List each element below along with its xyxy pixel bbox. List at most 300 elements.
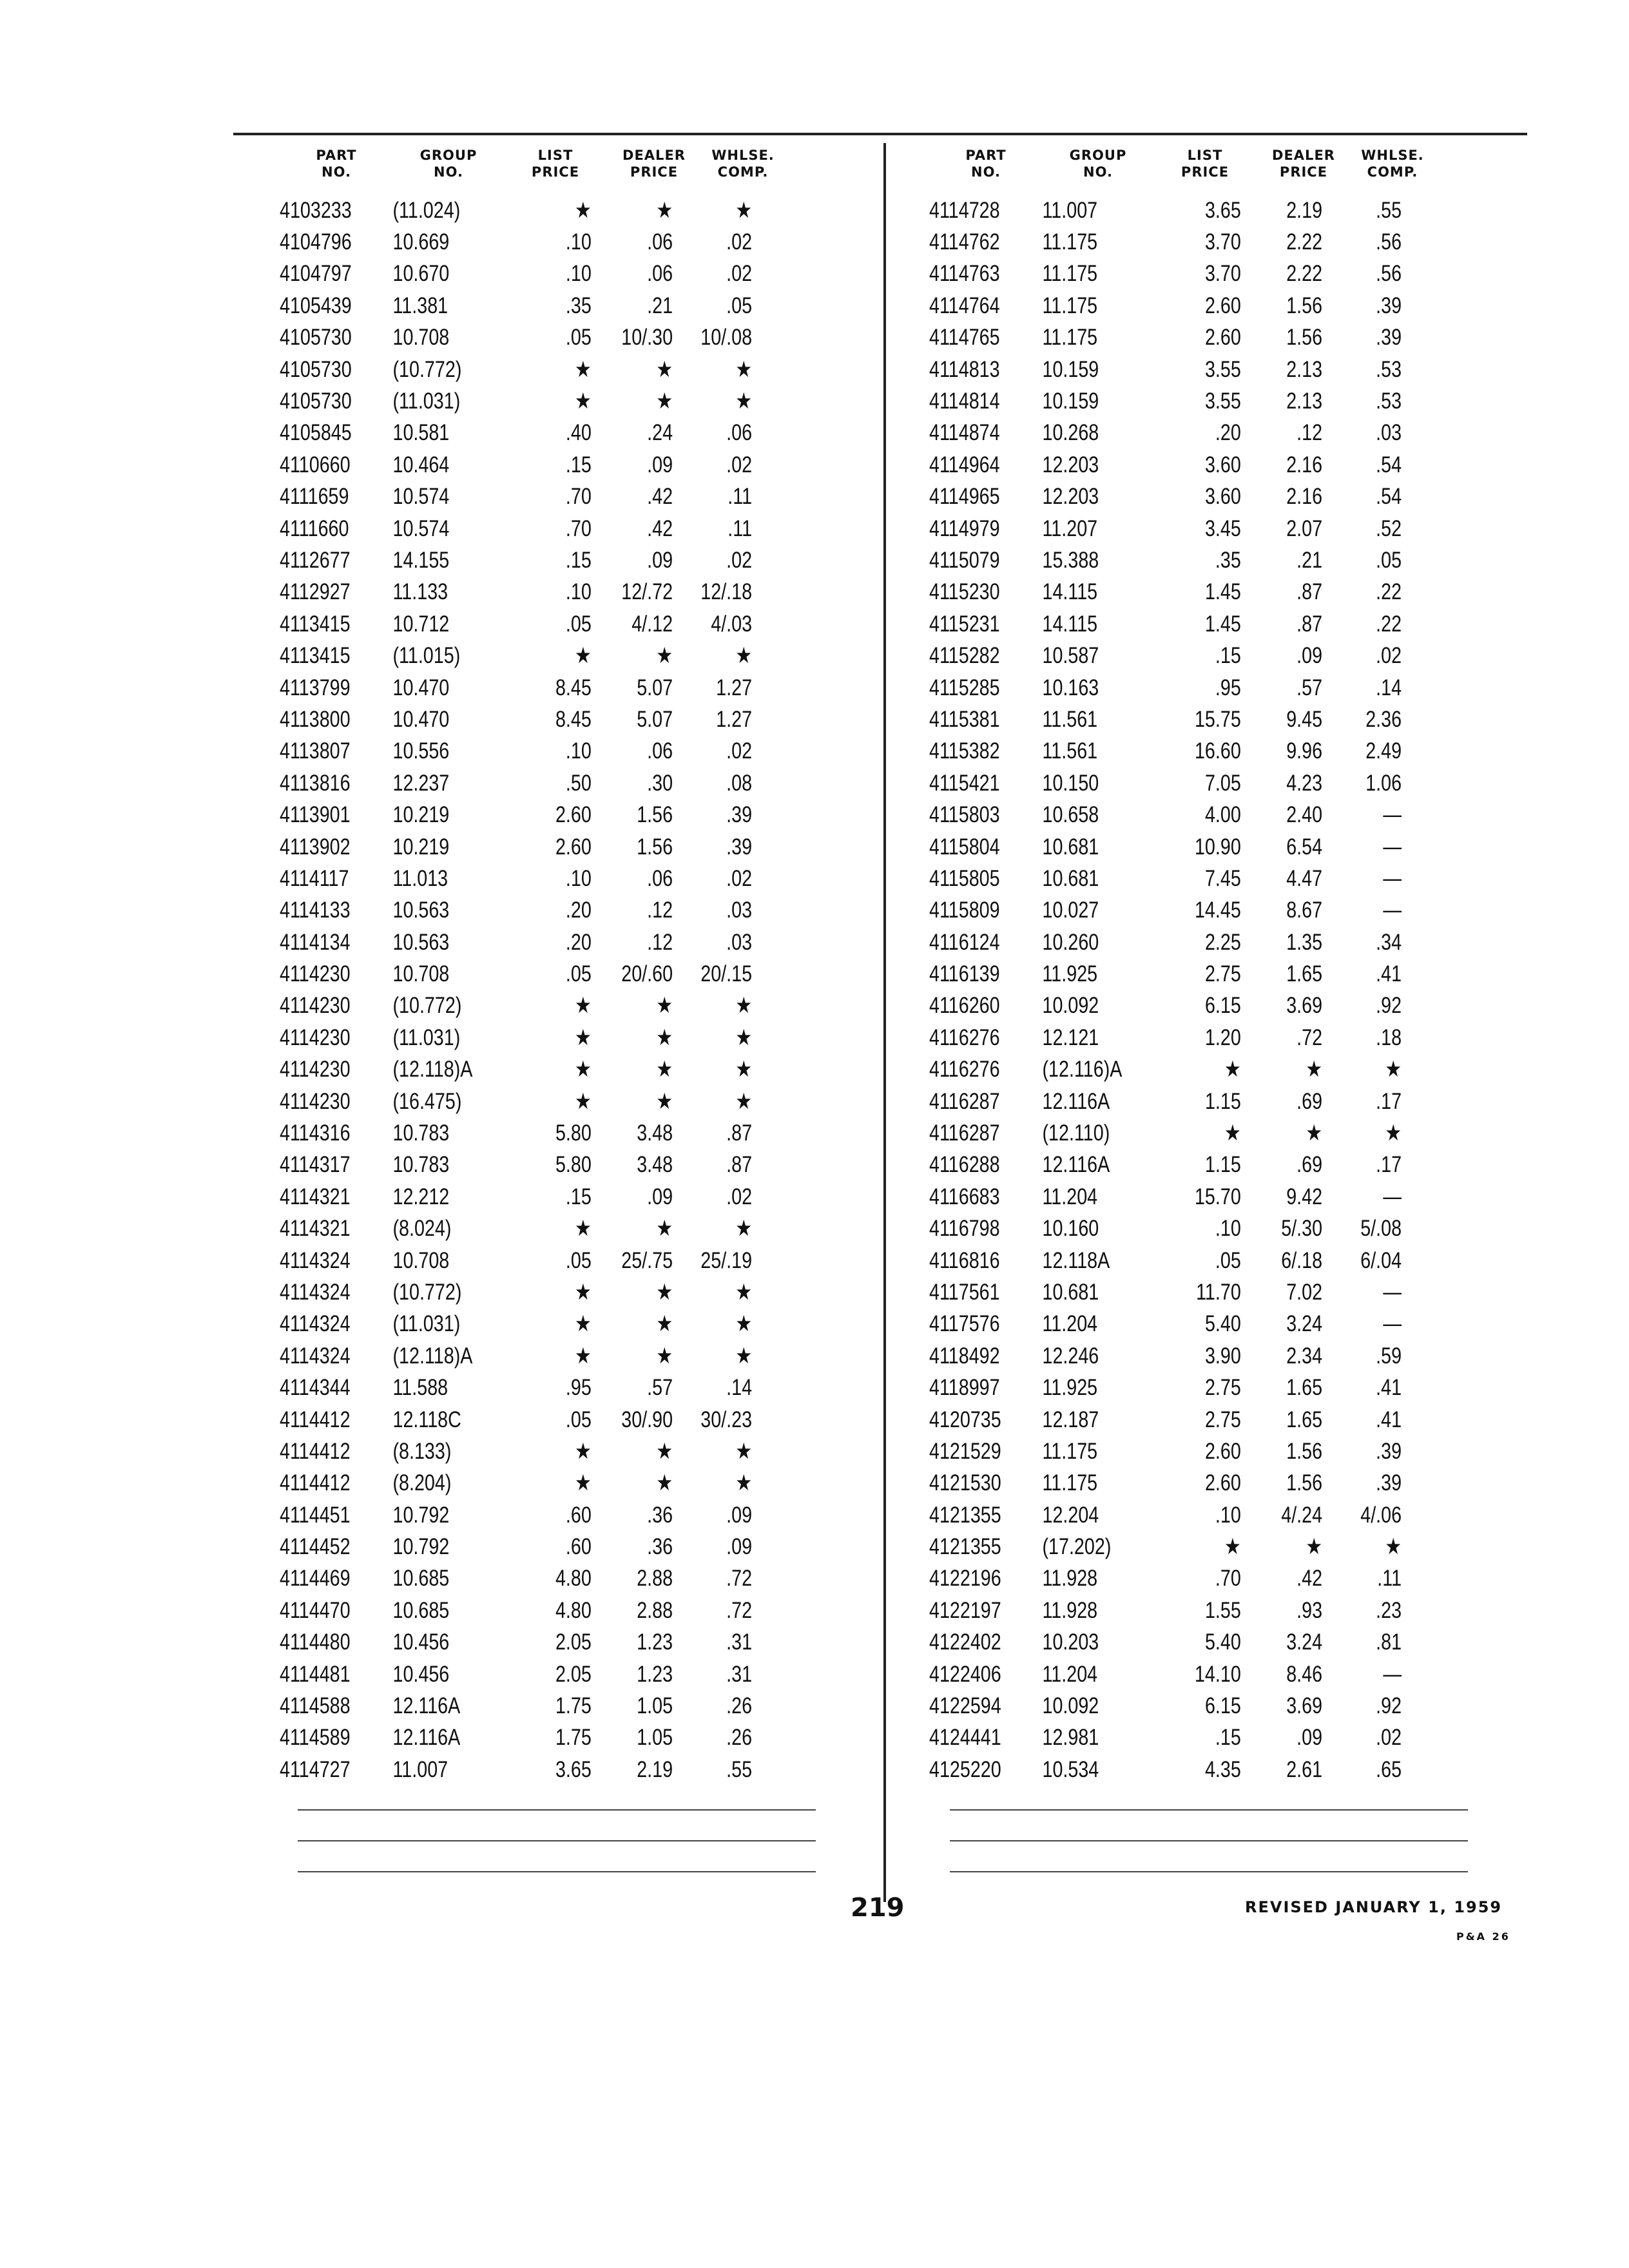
list-price-cell: .35 xyxy=(565,293,592,318)
part-no-cell: 4105730 xyxy=(280,389,352,414)
table-row xyxy=(280,226,752,258)
part-no-cell: 4114321 xyxy=(280,1184,351,1209)
dealer-price-cell: .09 xyxy=(647,1184,673,1209)
list-price-cell: .95 xyxy=(1215,675,1241,700)
list-price-cell: .05 xyxy=(565,1247,592,1273)
group-no-cell: 11.204 xyxy=(1042,1184,1098,1209)
dealer-price-cell: .21 xyxy=(647,293,673,318)
list-price-cell: .20 xyxy=(565,898,592,923)
list-price-cell: .15 xyxy=(1215,643,1241,669)
list-price-cell: 2.75 xyxy=(1204,1407,1241,1432)
whlse-comp-cell: .11 xyxy=(728,484,753,510)
group-no-cell: 10.563 xyxy=(392,898,450,923)
group-no-cell: 10.268 xyxy=(1042,420,1099,446)
group-no-cell: 10.792 xyxy=(392,1502,450,1528)
group-no-cell: 10.203 xyxy=(1042,1629,1099,1655)
whlse-comp-cell: ★ xyxy=(735,197,753,223)
whlse-comp-cell: .05 xyxy=(726,293,753,318)
part-no-cell: 4115282 xyxy=(929,643,1000,669)
whlse-comp-cell: 1.06 xyxy=(1365,770,1402,796)
group-no-cell: 12.246 xyxy=(1042,1343,1099,1369)
list-price-cell: 2.05 xyxy=(555,1629,592,1655)
group-no-cell: 10.219 xyxy=(392,802,450,828)
part-no-cell: 4115809 xyxy=(929,898,1000,923)
group-no-cell: 10.092 xyxy=(1042,1693,1099,1719)
dealer-price-cell: 5.07 xyxy=(637,675,673,700)
part-no-cell: 4116816 xyxy=(929,1247,1000,1273)
dealer-price-cell: 2.16 xyxy=(1286,452,1323,477)
whlse-comp-cell: ★ xyxy=(735,993,753,1019)
table-row xyxy=(280,1690,752,1722)
dealer-price-cell: .69 xyxy=(1296,1088,1323,1114)
list-price-cell: .40 xyxy=(565,420,592,446)
list-price-cell: .05 xyxy=(565,325,592,351)
whlse-comp-cell: ★ xyxy=(735,1438,753,1464)
left-price-table xyxy=(280,147,856,1786)
table-row xyxy=(280,322,752,354)
whlse-comp-cell: .87 xyxy=(726,1152,753,1178)
group-no-cell: 11.381 xyxy=(392,293,448,318)
whlse-comp-cell: .39 xyxy=(1376,293,1402,318)
part-no-cell: 4114979 xyxy=(929,515,1000,541)
table-row xyxy=(280,640,752,671)
list-price-cell: .10 xyxy=(1215,1216,1241,1242)
dealer-price-cell: 5/.30 xyxy=(1281,1216,1323,1242)
whlse-comp-cell: 10/.08 xyxy=(700,325,753,351)
table-row xyxy=(929,1468,1402,1499)
table-row xyxy=(280,290,752,322)
list-price-cell: .15 xyxy=(565,1184,592,1209)
whlse-comp-cell: — xyxy=(1383,1661,1402,1687)
whlse-comp-cell: — xyxy=(1383,802,1402,828)
whlse-comp-cell: .55 xyxy=(1376,197,1402,223)
dealer-price-cell: ★ xyxy=(656,1088,673,1114)
group-no-cell: 10.470 xyxy=(392,675,450,700)
list-price-cell: .10 xyxy=(565,865,592,891)
table-row xyxy=(280,990,752,1022)
whlse-comp-cell: .39 xyxy=(726,834,753,860)
dealer-price-cell: 1.05 xyxy=(637,1725,673,1751)
group-no-cell: 10.792 xyxy=(392,1534,450,1560)
list-price-cell: .95 xyxy=(565,1375,592,1401)
whlse-comp-cell: .56 xyxy=(1376,229,1402,255)
whlse-comp-cell: 30/.23 xyxy=(700,1407,753,1432)
part-no-cell: 4114344 xyxy=(280,1375,351,1401)
table-row xyxy=(280,1499,752,1531)
table-row xyxy=(929,258,1402,290)
part-no-cell: 4116124 xyxy=(929,929,1000,955)
whlse-comp-cell: ★ xyxy=(735,643,753,669)
table-row xyxy=(280,958,752,990)
dealer-price-cell: 30/.90 xyxy=(621,1407,673,1432)
whlse-comp-cell: .02 xyxy=(726,1184,753,1209)
whlse-comp-cell: .26 xyxy=(726,1693,753,1719)
dealer-price-cell: 4/.12 xyxy=(631,611,673,637)
group-no-cell: 10.685 xyxy=(392,1597,450,1623)
whlse-comp-cell: .08 xyxy=(726,770,753,796)
dealer-price-cell: .06 xyxy=(647,865,673,891)
dealer-price-cell: 3.24 xyxy=(1286,1629,1323,1655)
list-price-cell: 7.05 xyxy=(1204,770,1241,796)
list-price-cell: 1.45 xyxy=(1204,579,1241,605)
whlse-comp-cell: .54 xyxy=(1376,452,1402,477)
table-row xyxy=(280,1754,752,1785)
list-price-cell: ★ xyxy=(575,1311,592,1337)
dealer-price-cell: ★ xyxy=(656,1279,673,1305)
whlse-comp-cell: 2.36 xyxy=(1365,706,1402,732)
part-no-cell: 4114480 xyxy=(280,1629,351,1655)
dealer-price-cell: .12 xyxy=(647,929,673,955)
part-no-cell: 4116287 xyxy=(929,1088,1000,1114)
part-no-cell: 4114814 xyxy=(929,389,1000,414)
list-price-cell: ★ xyxy=(575,356,592,382)
dealer-price-cell: 1.56 xyxy=(637,802,673,828)
list-price-cell: ★ xyxy=(575,1057,592,1082)
dealer-price-cell: 2.40 xyxy=(1286,802,1323,828)
whlse-comp-cell: .53 xyxy=(1376,356,1402,382)
dealer-price-cell: 2.22 xyxy=(1286,261,1323,287)
table-row xyxy=(929,449,1402,481)
dealer-price-cell: 2.16 xyxy=(1286,484,1323,510)
list-price-cell: 5.40 xyxy=(1204,1311,1241,1337)
table-row xyxy=(929,1499,1402,1531)
whlse-comp-cell: .39 xyxy=(1376,325,1402,351)
group-no-cell: 11.133 xyxy=(392,579,448,605)
dealer-price-cell: 8.46 xyxy=(1286,1661,1323,1687)
list-price-cell: 2.60 xyxy=(1204,293,1241,318)
part-no-cell: 4114452 xyxy=(280,1534,351,1560)
part-no-cell: 4121530 xyxy=(929,1470,1001,1496)
whlse-comp-cell: — xyxy=(1383,1279,1402,1305)
list-price-cell: 3.45 xyxy=(1204,515,1241,541)
list-price-cell: 1.15 xyxy=(1204,1152,1241,1178)
group-no-cell: 10.556 xyxy=(392,738,450,764)
group-no-cell: (12.118)A xyxy=(392,1057,473,1082)
table-row xyxy=(929,608,1402,640)
dealer-price-cell: .72 xyxy=(1296,1024,1323,1050)
part-no-cell: 4117561 xyxy=(929,1279,1000,1305)
group-no-cell: 10.027 xyxy=(1042,898,1099,923)
table-row xyxy=(929,1754,1402,1785)
part-no-cell: 4114964 xyxy=(929,452,1000,477)
whlse-comp-cell: .26 xyxy=(726,1725,753,1751)
list-price-cell: 11.70 xyxy=(1196,1279,1241,1305)
dealer-price-cell: 2.13 xyxy=(1286,389,1323,414)
whlse-comp-cell: .72 xyxy=(726,1566,753,1591)
part-no-cell: 4115805 xyxy=(929,865,1000,891)
table-header xyxy=(929,147,1505,188)
part-no-cell: 4122594 xyxy=(929,1693,1001,1719)
list-price-cell: 14.45 xyxy=(1194,898,1241,923)
part-no-cell: 4105730 xyxy=(280,325,352,351)
whlse-comp-cell: .02 xyxy=(726,865,753,891)
whlse-comp-cell: .23 xyxy=(1376,1597,1402,1623)
part-no-cell: 4117576 xyxy=(929,1311,1000,1337)
table-row xyxy=(929,1531,1402,1562)
list-price-cell: 14.10 xyxy=(1194,1661,1241,1687)
list-price-cell: .10 xyxy=(565,261,592,287)
part-no-cell: 4114230 xyxy=(280,993,351,1019)
dealer-price-cell: .09 xyxy=(647,547,673,573)
whlse-comp-cell: .03 xyxy=(726,929,753,955)
blank-line xyxy=(950,1871,1468,1872)
list-price-cell: 3.65 xyxy=(555,1756,592,1782)
whlse-comp-cell: .02 xyxy=(726,261,753,287)
dealer-price-cell: ★ xyxy=(656,197,673,223)
group-no-cell: 11.204 xyxy=(1042,1311,1098,1337)
table-row xyxy=(280,608,752,640)
list-price-cell: 5.40 xyxy=(1204,1629,1241,1655)
part-no-cell: 4122197 xyxy=(929,1597,1001,1623)
whlse-comp-cell: ★ xyxy=(735,1470,753,1496)
dealer-price-cell: .42 xyxy=(647,515,673,541)
group-no-cell: 10.470 xyxy=(392,706,450,732)
group-no-cell: 11.175 xyxy=(1042,229,1098,255)
page-number: 219 xyxy=(851,1893,905,1923)
table-row xyxy=(929,1022,1402,1053)
whlse-comp-cell: ★ xyxy=(735,1057,753,1082)
catalog-code: P&A 26 xyxy=(1456,1930,1510,1943)
list-price-cell: 15.70 xyxy=(1194,1184,1241,1209)
group-no-cell: 11.175 xyxy=(1042,261,1098,287)
group-no-cell: 11.925 xyxy=(1042,961,1098,987)
dealer-price-cell: 9.96 xyxy=(1286,738,1323,764)
group-no-cell: 11.588 xyxy=(392,1375,448,1401)
part-no-cell: 4113901 xyxy=(280,802,351,828)
part-no-cell: 4118997 xyxy=(929,1375,1000,1401)
group-no-cell: 10.658 xyxy=(1042,802,1099,828)
dealer-price-cell: .57 xyxy=(1296,675,1323,700)
dealer-price-cell: .09 xyxy=(1296,643,1323,669)
dealer-price-cell: ★ xyxy=(1306,1057,1323,1082)
list-price-cell: 5.80 xyxy=(555,1120,592,1146)
table-row xyxy=(929,1436,1402,1467)
part-no-cell: 4122406 xyxy=(929,1661,1001,1687)
group-no-cell: 12.118A xyxy=(1042,1247,1110,1273)
list-price-cell: ★ xyxy=(575,197,592,223)
part-no-cell: 4113800 xyxy=(280,706,351,732)
group-no-cell: 10.456 xyxy=(392,1629,450,1655)
table-row xyxy=(280,481,752,513)
table-row xyxy=(280,1627,752,1658)
table-row xyxy=(929,640,1402,671)
part-no-cell: 4114451 xyxy=(280,1502,351,1528)
group-no-cell: 12.203 xyxy=(1042,484,1099,510)
list-price-cell: ★ xyxy=(1224,1120,1241,1146)
table-row xyxy=(280,672,752,704)
whlse-comp-cell: 4/.03 xyxy=(711,611,753,637)
whlse-comp-cell: .56 xyxy=(1376,261,1402,287)
part-no-cell: 4114874 xyxy=(929,420,1000,446)
group-no-cell: 10.783 xyxy=(392,1120,450,1146)
blank-line xyxy=(298,1871,816,1872)
list-price-cell: .10 xyxy=(565,229,592,255)
list-price-cell: 8.45 xyxy=(555,675,592,700)
whlse-comp-cell: .06 xyxy=(726,420,753,446)
table-row xyxy=(280,1149,752,1181)
part-no-cell: 4113799 xyxy=(280,675,351,700)
part-no-cell: 4112927 xyxy=(280,579,351,605)
header-dealer-price: DEALER PRICE xyxy=(622,148,686,180)
dealer-price-cell: .21 xyxy=(1296,547,1323,573)
part-no-cell: 4114133 xyxy=(280,898,351,923)
dealer-price-cell: .42 xyxy=(1296,1566,1323,1591)
part-no-cell: 4114762 xyxy=(929,229,1000,255)
list-price-cell: .70 xyxy=(1215,1566,1241,1591)
whlse-comp-cell: .87 xyxy=(726,1120,753,1146)
list-price-cell: .60 xyxy=(565,1534,592,1560)
group-no-cell: (8.024) xyxy=(392,1216,452,1242)
part-no-cell: 4114728 xyxy=(929,197,1000,223)
dealer-price-cell: ★ xyxy=(656,1024,673,1050)
list-price-cell: 2.60 xyxy=(1204,1438,1241,1464)
table-row xyxy=(280,1022,752,1053)
dealer-price-cell: 4/.24 xyxy=(1281,1502,1323,1528)
list-price-cell: 1.20 xyxy=(1204,1024,1241,1050)
part-no-cell: 4114321 xyxy=(280,1216,351,1242)
whlse-comp-cell: .03 xyxy=(726,898,753,923)
list-price-cell: 2.60 xyxy=(1204,1470,1241,1496)
part-no-cell: 4104796 xyxy=(280,229,352,255)
table-row xyxy=(929,1245,1402,1276)
dealer-price-cell: 2.22 xyxy=(1286,229,1323,255)
group-no-cell: 10.160 xyxy=(1042,1216,1099,1242)
list-price-cell: 3.60 xyxy=(1204,484,1241,510)
whlse-comp-cell: ★ xyxy=(735,1216,753,1242)
list-price-cell: ★ xyxy=(575,1088,592,1114)
list-price-cell: .15 xyxy=(565,452,592,477)
whlse-comp-cell: 1.27 xyxy=(716,706,753,732)
table-row xyxy=(929,1149,1402,1181)
group-no-cell: 10.669 xyxy=(392,229,450,255)
list-price-cell: 7.45 xyxy=(1204,865,1241,891)
group-no-cell: 10.681 xyxy=(1042,865,1099,891)
table-row xyxy=(280,927,752,958)
list-price-cell: 4.80 xyxy=(555,1597,592,1623)
header-group-no: GROUP NO. xyxy=(419,148,477,180)
list-price-cell: 3.90 xyxy=(1204,1343,1241,1369)
table-row xyxy=(280,1658,752,1690)
whlse-comp-cell: .02 xyxy=(726,738,753,764)
group-no-cell: 11.007 xyxy=(1042,197,1098,223)
part-no-cell: 4115230 xyxy=(929,579,1000,605)
part-no-cell: 4111660 xyxy=(280,515,349,541)
part-no-cell: 4114324 xyxy=(280,1311,351,1337)
list-price-cell: 4.00 xyxy=(1204,802,1241,828)
dealer-price-cell: .06 xyxy=(647,738,673,764)
whlse-comp-cell: .59 xyxy=(1376,1343,1402,1369)
table-row xyxy=(929,958,1402,990)
whlse-comp-cell: ★ xyxy=(735,1343,753,1369)
whlse-comp-cell: .18 xyxy=(1376,1024,1402,1050)
group-no-cell: (12.118)A xyxy=(392,1343,473,1369)
group-no-cell: 10.708 xyxy=(392,1247,450,1273)
list-price-cell: .10 xyxy=(565,579,592,605)
part-no-cell: 4114230 xyxy=(280,961,351,987)
dealer-price-cell: 4.47 xyxy=(1286,865,1323,891)
table-row xyxy=(280,577,752,608)
dealer-price-cell: .69 xyxy=(1296,1152,1323,1178)
group-no-cell: 11.561 xyxy=(1042,738,1098,764)
group-no-cell: 10.783 xyxy=(392,1152,450,1178)
part-no-cell: 4115231 xyxy=(929,611,1000,637)
group-no-cell: 10.163 xyxy=(1042,675,1099,700)
part-no-cell: 4116683 xyxy=(929,1184,1000,1209)
list-price-cell: 2.25 xyxy=(1204,929,1241,955)
dealer-price-cell: 5.07 xyxy=(637,706,673,732)
group-no-cell: 10.260 xyxy=(1042,929,1099,955)
dealer-price-cell: 2.07 xyxy=(1286,515,1323,541)
dealer-price-cell: 3.69 xyxy=(1286,993,1323,1019)
part-no-cell: 4105730 xyxy=(280,356,352,382)
list-price-cell: ★ xyxy=(575,643,592,669)
part-no-cell: 4125220 xyxy=(929,1756,1001,1782)
dealer-price-cell: 25/.75 xyxy=(621,1247,673,1273)
group-no-cell: 12.118C xyxy=(392,1407,461,1432)
list-price-cell: .10 xyxy=(565,738,592,764)
table-row xyxy=(929,672,1402,704)
list-price-cell: 3.70 xyxy=(1204,261,1241,287)
dealer-price-cell: 1.56 xyxy=(637,834,673,860)
group-no-cell: 12.237 xyxy=(392,770,450,796)
table-row xyxy=(929,354,1402,385)
list-price-cell: 3.65 xyxy=(1204,197,1241,223)
dealer-price-cell: 2.19 xyxy=(1286,197,1323,223)
group-no-cell: 12.116A xyxy=(1042,1088,1110,1114)
table-row xyxy=(280,513,752,544)
whlse-comp-cell: ★ xyxy=(735,389,753,414)
list-price-cell: 15.75 xyxy=(1194,706,1241,732)
dealer-price-cell: 1.65 xyxy=(1286,961,1323,987)
part-no-cell: 4122402 xyxy=(929,1629,1001,1655)
dealer-price-cell: 20/.60 xyxy=(621,961,673,987)
list-price-cell: 6.15 xyxy=(1204,1693,1241,1719)
table-row xyxy=(280,767,752,799)
table-row xyxy=(929,863,1402,894)
part-no-cell: 4122196 xyxy=(929,1566,1001,1591)
whlse-comp-cell: — xyxy=(1383,865,1402,891)
list-price-cell: 16.60 xyxy=(1194,738,1241,764)
group-no-cell: 10.708 xyxy=(392,325,450,351)
part-no-cell: 4110660 xyxy=(280,452,351,477)
part-no-cell: 4116288 xyxy=(929,1152,1000,1178)
whlse-comp-cell: .39 xyxy=(726,802,753,828)
group-no-cell: 12.116A xyxy=(392,1725,461,1751)
table-row xyxy=(929,704,1402,735)
part-no-cell: 4116276 xyxy=(929,1024,1000,1050)
table-row xyxy=(929,1340,1402,1372)
group-no-cell: (10.772) xyxy=(392,1279,462,1305)
table-row xyxy=(929,1690,1402,1722)
group-no-cell: 12.121 xyxy=(1042,1024,1099,1050)
whlse-comp-cell: 2.49 xyxy=(1365,738,1402,764)
table-row xyxy=(280,1531,752,1562)
list-price-cell: 1.45 xyxy=(1204,611,1241,637)
list-price-cell: 2.75 xyxy=(1204,961,1241,987)
group-no-cell: 12.204 xyxy=(1042,1502,1099,1528)
whlse-comp-cell: 1.27 xyxy=(716,675,753,700)
table-row xyxy=(929,1372,1402,1403)
table-row xyxy=(280,831,752,863)
list-price-cell: ★ xyxy=(575,1343,592,1369)
list-price-cell: 1.75 xyxy=(555,1693,592,1719)
whlse-comp-cell: 5/.08 xyxy=(1360,1216,1402,1242)
whlse-comp-cell: .53 xyxy=(1376,389,1402,414)
dealer-price-cell: 2.88 xyxy=(637,1597,673,1623)
dealer-price-cell: ★ xyxy=(656,1470,673,1496)
table-row xyxy=(280,544,752,576)
table-row xyxy=(929,1404,1402,1436)
